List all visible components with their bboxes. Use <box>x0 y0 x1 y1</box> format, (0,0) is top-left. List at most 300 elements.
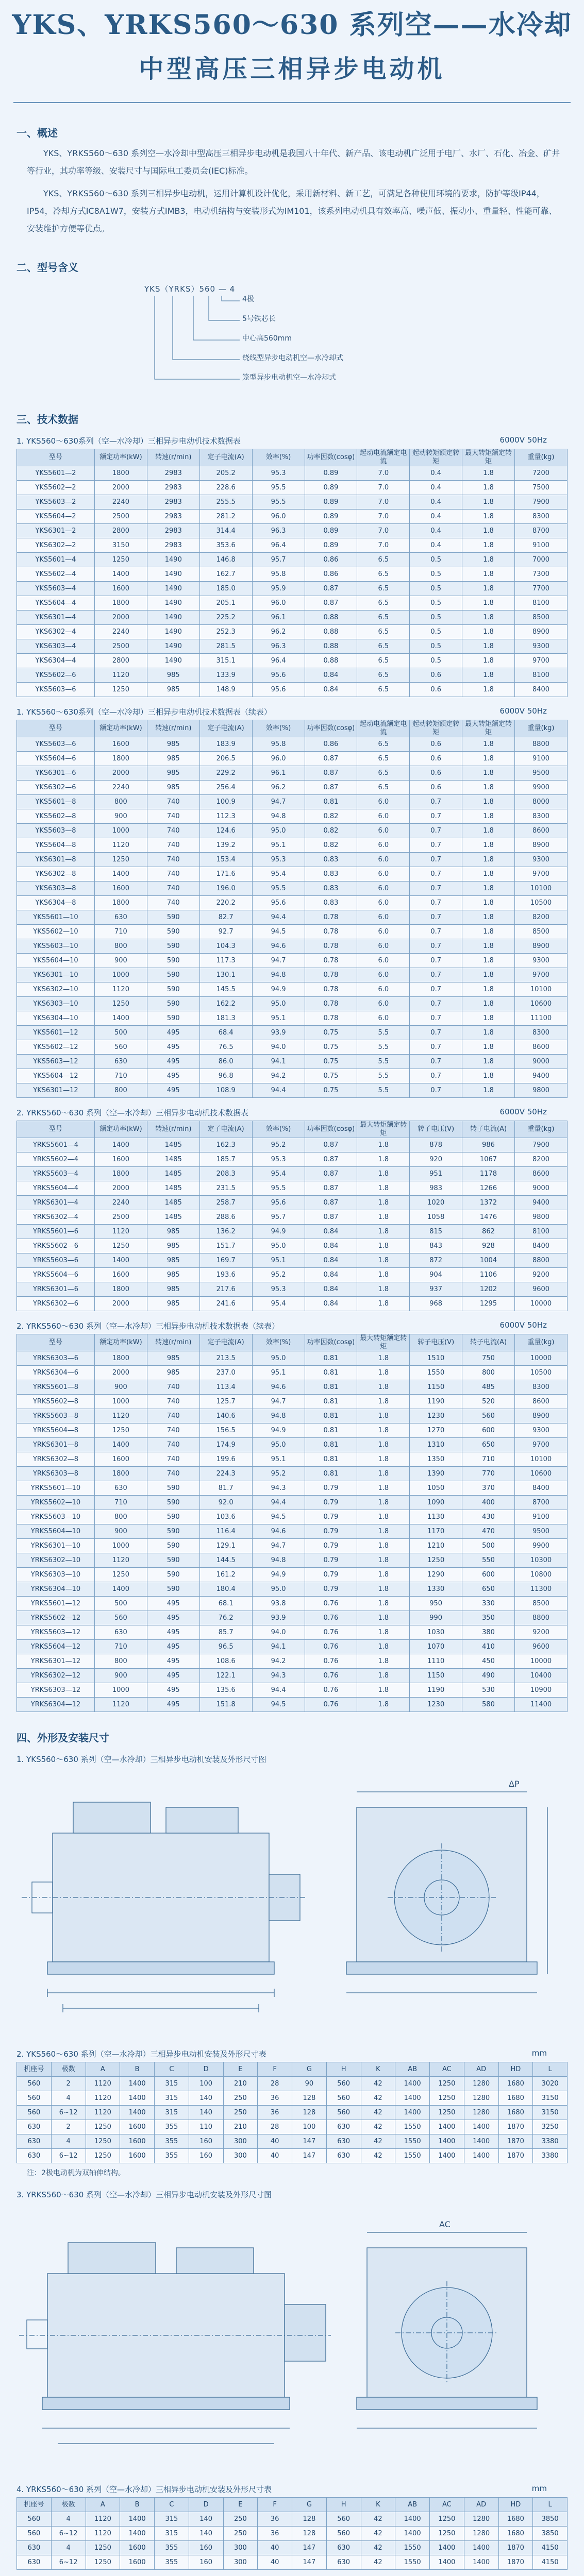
table-cell: YRKS5604—6 <box>17 1268 95 1282</box>
table-row <box>17 1669 568 1683</box>
table-cell: 8600 <box>515 1167 568 1181</box>
model-labels <box>242 290 343 387</box>
table-cell: 1.8 <box>462 882 515 896</box>
table-row <box>17 1297 568 1311</box>
table-cell: 96.4 <box>252 538 305 553</box>
table-cell: 0.76 <box>305 1625 357 1640</box>
table-cell: 8800 <box>515 737 568 752</box>
table-cell: 0.7 <box>410 795 462 809</box>
table-header-cell: 重量(kg) <box>515 1121 568 1138</box>
table-cell: 1120 <box>86 2527 120 2541</box>
table-cell: 1600 <box>95 737 147 752</box>
table-row <box>17 1181 568 1196</box>
table-cell: 8600 <box>515 1040 568 1055</box>
table-row <box>17 1167 568 1181</box>
table-cell: 6.0 <box>357 853 410 867</box>
table-cell: 630 <box>326 2120 361 2134</box>
table-cell: 94.9 <box>252 1568 305 1582</box>
table-cell: 0.81 <box>305 1467 357 1481</box>
table-cell: 985 <box>147 1351 199 1366</box>
table-header-row <box>17 2062 568 2077</box>
table-header-row <box>17 449 568 466</box>
table-cell: 94.5 <box>252 1510 305 1524</box>
table-cell: 1250 <box>95 1239 147 1253</box>
table-header-cell: L <box>533 2498 568 2512</box>
table-cell: 1800 <box>95 1282 147 1297</box>
table-header-cell: E <box>223 2062 258 2077</box>
table-cell: 740 <box>147 1380 199 1395</box>
table-cell: 2000 <box>95 481 147 495</box>
table-row <box>17 1210 568 1225</box>
table-cell: 1120 <box>95 1698 147 1712</box>
table-cell: 1600 <box>95 1153 147 1167</box>
table-header-cell: 效率(%) <box>252 449 305 466</box>
table-cell: 1.8 <box>462 910 515 925</box>
table-cell: 1058 <box>410 1210 462 1225</box>
table-cell: 8600 <box>515 1395 568 1409</box>
table-cell: 740 <box>147 853 199 867</box>
table-cell: 0.76 <box>305 1597 357 1611</box>
table-cell: 0.7 <box>410 1069 462 1083</box>
table-cell: 1.8 <box>357 1539 410 1553</box>
table-cell: 0.7 <box>410 968 462 982</box>
table-cell: 95.2 <box>252 1138 305 1153</box>
table-cell: 8600 <box>515 824 568 838</box>
table-row <box>17 968 568 982</box>
table-header-cell: 型号 <box>17 1334 95 1351</box>
table-row <box>17 1481 568 1496</box>
table-header-cell: 定子电流(A) <box>199 449 252 466</box>
table-cell: 1000 <box>95 1395 147 1409</box>
table-cell: 6.0 <box>357 939 410 954</box>
table-cell: 0.84 <box>305 683 357 697</box>
table-cell: 6.5 <box>357 639 410 654</box>
table-cell: 10300 <box>515 1553 568 1568</box>
table-cell: 630 <box>95 1481 147 1496</box>
table-cell: 36 <box>258 2527 292 2541</box>
table-header-cell: 转子电压(V) <box>410 1121 462 1138</box>
table-header-cell: F <box>258 2062 292 2077</box>
table-cell: 0.89 <box>305 538 357 553</box>
table-cell: 147 <box>292 2149 327 2163</box>
table-cell: 0.87 <box>305 1153 357 1167</box>
table-cell: YKS5603—8 <box>17 824 95 838</box>
model-meaning-diagram <box>31 279 563 408</box>
table-cell: 136.2 <box>199 1225 252 1239</box>
table-cell: 95.4 <box>252 867 305 882</box>
table-cell: YRKS6301—4 <box>17 1196 95 1210</box>
table-cell: 95.1 <box>252 1253 305 1268</box>
table-cell: 740 <box>147 795 199 809</box>
table-cell: 1600 <box>95 1268 147 1282</box>
table-cell: 1.8 <box>462 683 515 697</box>
table-cell: 1106 <box>462 1268 515 1282</box>
table-cell: 0.87 <box>305 1167 357 1181</box>
table-cell: 1250 <box>95 1568 147 1582</box>
table-cell: 10500 <box>515 896 568 910</box>
table-cell: YKS5602—12 <box>17 1040 95 1055</box>
table-row <box>17 510 568 524</box>
table-cell: 985 <box>147 1225 199 1239</box>
table-cell: 1.8 <box>462 896 515 910</box>
table-cell: 1000 <box>95 968 147 982</box>
table-cell: 590 <box>147 1481 199 1496</box>
table-row <box>17 1597 568 1611</box>
table-cell: 8900 <box>515 838 568 853</box>
table-cell: YRKS5604—4 <box>17 1181 95 1196</box>
table-header-cell: H <box>326 2062 361 2077</box>
table-cell: 1250 <box>95 553 147 567</box>
table-cell: 0.7 <box>410 939 462 954</box>
table-row <box>17 1069 568 1083</box>
table-cell: YKS6302—8 <box>17 867 95 882</box>
table-cell: 28 <box>258 2120 292 2134</box>
table-row <box>17 997 568 1011</box>
table-cell: 495 <box>147 1040 199 1055</box>
table-cell: 1.8 <box>357 1553 410 1568</box>
table-cell: 985 <box>147 1239 199 1253</box>
table-header-cell: 型号 <box>17 1121 95 1138</box>
table-cell: 0.83 <box>305 867 357 882</box>
table-cell: 7900 <box>515 495 568 510</box>
table-cell: 0.7 <box>410 954 462 968</box>
table-cell: 9200 <box>515 1625 568 1640</box>
table-cell: 355 <box>155 2149 189 2163</box>
table-cell: 145.5 <box>199 982 252 997</box>
table-cell: 1.8 <box>462 1055 515 1069</box>
table-row <box>17 766 568 781</box>
table-cell: 10400 <box>515 1669 568 1683</box>
table-cell: 95.3 <box>252 853 305 867</box>
table-cell: 169.7 <box>199 1253 252 1268</box>
table-cell: 1020 <box>410 1196 462 1210</box>
table-cell: 1.8 <box>462 925 515 939</box>
table-cell: 94.8 <box>252 809 305 824</box>
table-cell: 95.3 <box>252 1153 305 1167</box>
table-cell: 1.8 <box>462 553 515 567</box>
table-cell: 1.8 <box>357 1225 410 1239</box>
table-row <box>17 2541 568 2555</box>
table-cell: 94.8 <box>252 1409 305 1423</box>
table-cell: 1490 <box>147 567 199 582</box>
table-cell: 81.7 <box>199 1481 252 1496</box>
table-row <box>17 1395 568 1409</box>
table-header-cell: D <box>189 2498 223 2512</box>
table-header-cell: AD <box>464 2498 498 2512</box>
table-cell: 96.0 <box>252 752 305 766</box>
table-header-cell: 转子电流(A) <box>462 1121 515 1138</box>
table-header-cell: 转速(r/min) <box>147 1121 199 1138</box>
table-cell: 0.6 <box>410 781 462 795</box>
table-cell: 250 <box>223 2512 258 2527</box>
table-condition: 6000V 50Hz <box>499 706 547 716</box>
table-cell: 0.7 <box>410 982 462 997</box>
table-cell: YRKS6303—10 <box>17 1568 95 1582</box>
table-cell: 862 <box>462 1225 515 1239</box>
table-header-cell: C <box>155 2062 189 2077</box>
table-cell: 140.6 <box>199 1409 252 1423</box>
table-cell: 42 <box>361 2134 395 2149</box>
table-cell: 94.1 <box>252 1640 305 1654</box>
motor-drawing-1 <box>16 1771 568 2039</box>
table-cell: 990 <box>410 1611 462 1625</box>
table-cell: 4 <box>51 2134 86 2149</box>
table-cell: 560 <box>17 2106 52 2120</box>
table-cell: 900 <box>95 1524 147 1539</box>
dim1-caption <box>16 2048 568 2060</box>
table-cell: 9300 <box>515 853 568 867</box>
table-cell: 225.2 <box>199 611 252 625</box>
table-cell: 1067 <box>462 1153 515 1167</box>
table-cell: 0.78 <box>305 968 357 982</box>
table-cell: 0.7 <box>410 910 462 925</box>
table-cell: 94.4 <box>252 1496 305 1510</box>
table-cell: 1.8 <box>462 466 515 481</box>
table-cell: 1485 <box>147 1167 199 1181</box>
table-cell: 985 <box>147 1253 199 1268</box>
table-cell: 0.7 <box>410 1083 462 1098</box>
table-cell: YRKS6303—12 <box>17 1683 95 1698</box>
table-cell: 1.8 <box>357 1654 410 1669</box>
table-cell: 315 <box>155 2512 189 2527</box>
overview-heading: 一、概述 <box>16 127 58 139</box>
table-cell: 3380 <box>533 2149 568 2163</box>
table-cell: 1070 <box>410 1640 462 1654</box>
table-cell: 1550 <box>410 1366 462 1380</box>
table-cell: 144.5 <box>199 1553 252 1568</box>
table-cell: 590 <box>147 910 199 925</box>
table-header-cell: 功率因数(cosφ) <box>305 1334 357 1351</box>
table-cell: YKS5601—4 <box>17 553 95 567</box>
table-cell: 2983 <box>147 481 199 495</box>
table-cell: 124.6 <box>199 824 252 838</box>
table-cell: 0.89 <box>305 481 357 495</box>
table-cell: 0.7 <box>410 1026 462 1040</box>
table-cell: 0.5 <box>410 582 462 596</box>
table-cell: YKS5601—2 <box>17 466 95 481</box>
table-header-cell: 转子电流(A) <box>462 1334 515 1351</box>
table-cell: YRKS5601—4 <box>17 1138 95 1153</box>
table-row <box>17 737 568 752</box>
table-cell: 0.5 <box>410 596 462 611</box>
table-cell: 520 <box>462 1395 515 1409</box>
table-cell: 1400 <box>395 2512 430 2527</box>
table-cell: 0.81 <box>305 1380 357 1395</box>
tech-heading: 三、技术数据 <box>16 413 78 426</box>
table-cell: 1.8 <box>462 838 515 853</box>
table-cell: 7700 <box>515 582 568 596</box>
table-cell: 500 <box>95 1026 147 1040</box>
table-cell: 740 <box>147 824 199 838</box>
table-cell: 151.7 <box>199 1239 252 1253</box>
table-cell: YRKS6303—8 <box>17 1467 95 1481</box>
table-cell: 630 <box>17 2149 52 2163</box>
table-cell: 1250 <box>430 2527 464 2541</box>
table-cell: 1120 <box>95 838 147 853</box>
table-cell: YRKS6301—10 <box>17 1539 95 1553</box>
table-header-cell: 机座号 <box>17 2498 52 2512</box>
table-cell: 2800 <box>95 524 147 538</box>
table-cell: 1280 <box>464 2512 498 2527</box>
table-header-row <box>17 2498 568 2512</box>
table-row <box>17 2555 568 2570</box>
table-cell: 0.78 <box>305 1011 357 1026</box>
table-cell: 8900 <box>515 1409 568 1423</box>
table-cell: 1490 <box>147 553 199 567</box>
tech-tables <box>0 435 584 1712</box>
table-cell: YKS5601—8 <box>17 795 95 809</box>
table-cell: 1870 <box>498 2120 533 2134</box>
table-cell: 10800 <box>515 1568 568 1582</box>
table-cell: 6.5 <box>357 654 410 668</box>
table-header-cell: 功率因数(cosφ) <box>305 449 357 466</box>
fig1-caption <box>16 1754 568 1765</box>
table-cell: 1.8 <box>462 654 515 668</box>
table-cell: 6.5 <box>357 737 410 752</box>
table-cell: 7.0 <box>357 524 410 538</box>
table-cell: YRKS6304—10 <box>17 1582 95 1597</box>
table-row <box>17 1496 568 1510</box>
table-cell: 94.8 <box>252 1553 305 1568</box>
tech-data-table <box>16 1334 568 1712</box>
table-cell: 228.6 <box>199 481 252 495</box>
table-cell: 6.5 <box>357 668 410 683</box>
table-cell: 1.8 <box>357 1366 410 1380</box>
table-row <box>17 896 568 910</box>
table-condition: 6000V 50Hz <box>499 1320 547 1330</box>
table-cell: YRKS6302—10 <box>17 1553 95 1568</box>
table-cell: 6.5 <box>357 625 410 639</box>
table-cell: 0.87 <box>305 582 357 596</box>
table-cell: 0.82 <box>305 824 357 838</box>
table-cell: 2983 <box>147 538 199 553</box>
table-row <box>17 1253 568 1268</box>
table-cell: 1120 <box>95 1409 147 1423</box>
table-cell: 1400 <box>120 2106 155 2120</box>
table-cell: 1178 <box>462 1167 515 1181</box>
table-cell: 6.0 <box>357 795 410 809</box>
table-cell: YRKS5603—12 <box>17 1625 95 1640</box>
table-cell: 1.8 <box>462 982 515 997</box>
table-cell: 160 <box>189 2149 223 2163</box>
table-cell: 0.89 <box>305 466 357 481</box>
table-cell: 0.81 <box>305 1395 357 1409</box>
table-header-cell: 最大转矩额定转矩 <box>357 1121 410 1138</box>
table-header-cell: HD <box>498 2498 533 2512</box>
table-cell: 9600 <box>515 1282 568 1297</box>
fig1-caption-text: 1. YKS560～630 系列（空—水冷却）三相异步电动机安装及外形尺寸图 <box>16 1755 266 1764</box>
table-row <box>17 1040 568 1055</box>
table-cell: 0.79 <box>305 1481 357 1496</box>
table-row <box>17 1698 568 1712</box>
table-row <box>17 1625 568 1640</box>
model-label: 4极 <box>242 295 254 303</box>
table-cell: 95.0 <box>252 997 305 1011</box>
table-cell: YKS5601—10 <box>17 910 95 925</box>
table-cell: 928 <box>462 1239 515 1253</box>
table-cell: 130.1 <box>199 968 252 982</box>
table-cell: 256.4 <box>199 781 252 795</box>
tech-data-table <box>16 1121 568 1311</box>
table-cell: 10600 <box>515 1467 568 1481</box>
table-cell: 9300 <box>515 954 568 968</box>
table-cell: 210 <box>223 2077 258 2091</box>
table-cell: 140 <box>189 2106 223 2120</box>
table-cell: 94.7 <box>252 795 305 809</box>
table-cell: 94.4 <box>252 1683 305 1698</box>
table-cell: 161.2 <box>199 1568 252 1582</box>
table-cell: 6.0 <box>357 809 410 824</box>
table-header-cell: 起动转矩额定转矩 <box>410 720 462 737</box>
table-cell: 1120 <box>86 2077 120 2091</box>
table-cell: YRKS5603—10 <box>17 1510 95 1524</box>
table-cell: 9700 <box>515 1438 568 1452</box>
table-cell: 1680 <box>498 2512 533 2527</box>
table-cell: 1490 <box>147 639 199 654</box>
table-cell: 1.8 <box>357 1438 410 1452</box>
table-cell: 8400 <box>515 1481 568 1496</box>
table-cell: 1.8 <box>462 809 515 824</box>
table-header-cell: 额定功率(kW) <box>95 449 147 466</box>
table-cell: 580 <box>462 1698 515 1712</box>
table-cell: 0.79 <box>305 1496 357 1510</box>
table-cell: 6.0 <box>357 1011 410 1026</box>
table-row <box>17 1539 568 1553</box>
table-cell: 495 <box>147 1625 199 1640</box>
table-cell: 1400 <box>430 2149 464 2163</box>
table-header-cell: 起动电流额定电流 <box>357 449 410 466</box>
table-cell: 0.5 <box>410 639 462 654</box>
table-row <box>17 625 568 639</box>
table-cell: YKS6301—2 <box>17 524 95 538</box>
table-cell: 1250 <box>95 1423 147 1438</box>
table-cell: 1250 <box>86 2149 120 2163</box>
table-cell: 1680 <box>498 2077 533 2091</box>
table-cell: 8100 <box>515 668 568 683</box>
table-cell: 1250 <box>430 2106 464 2120</box>
table-cell: 1600 <box>120 2149 155 2163</box>
table-cell: YKS5603—12 <box>17 1055 95 1069</box>
table-cell: 950 <box>410 1597 462 1611</box>
table-cell: 0.82 <box>305 838 357 853</box>
table-cell: 590 <box>147 1524 199 1539</box>
table-cell: 0.75 <box>305 1040 357 1055</box>
table-cell: 1400 <box>430 2541 464 2555</box>
table-cell: 0.76 <box>305 1683 357 1698</box>
dimension-table-2 <box>16 2497 568 2570</box>
table-cell: YKS6301—6 <box>17 766 95 781</box>
table-cell: 470 <box>462 1524 515 1539</box>
table-cell: 1250 <box>86 2555 120 2570</box>
table-cell: 92.7 <box>199 925 252 939</box>
table-cell: 590 <box>147 1011 199 1026</box>
table-cell: 0.88 <box>305 625 357 639</box>
table-cell: 1600 <box>95 582 147 596</box>
table-cell: 196.0 <box>199 882 252 896</box>
table-cell: 8400 <box>515 683 568 697</box>
table-cell: 96.4 <box>252 654 305 668</box>
table-cell: 8500 <box>515 925 568 939</box>
table-header-cell: 效率(%) <box>252 1334 305 1351</box>
table-cell: 6.0 <box>357 954 410 968</box>
fig2-caption-text: 3. YRKS560～630 系列（空—水冷却）三相异步电动机安装及外形尺寸图 <box>16 2190 272 2199</box>
table-cell: 1476 <box>462 1210 515 1225</box>
table-cell: 6.0 <box>357 925 410 939</box>
table-cell: 8000 <box>515 795 568 809</box>
table-cell: 160 <box>189 2541 223 2555</box>
table-cell: 630 <box>95 1625 147 1640</box>
table-cell: YRKS6301—12 <box>17 1654 95 1669</box>
